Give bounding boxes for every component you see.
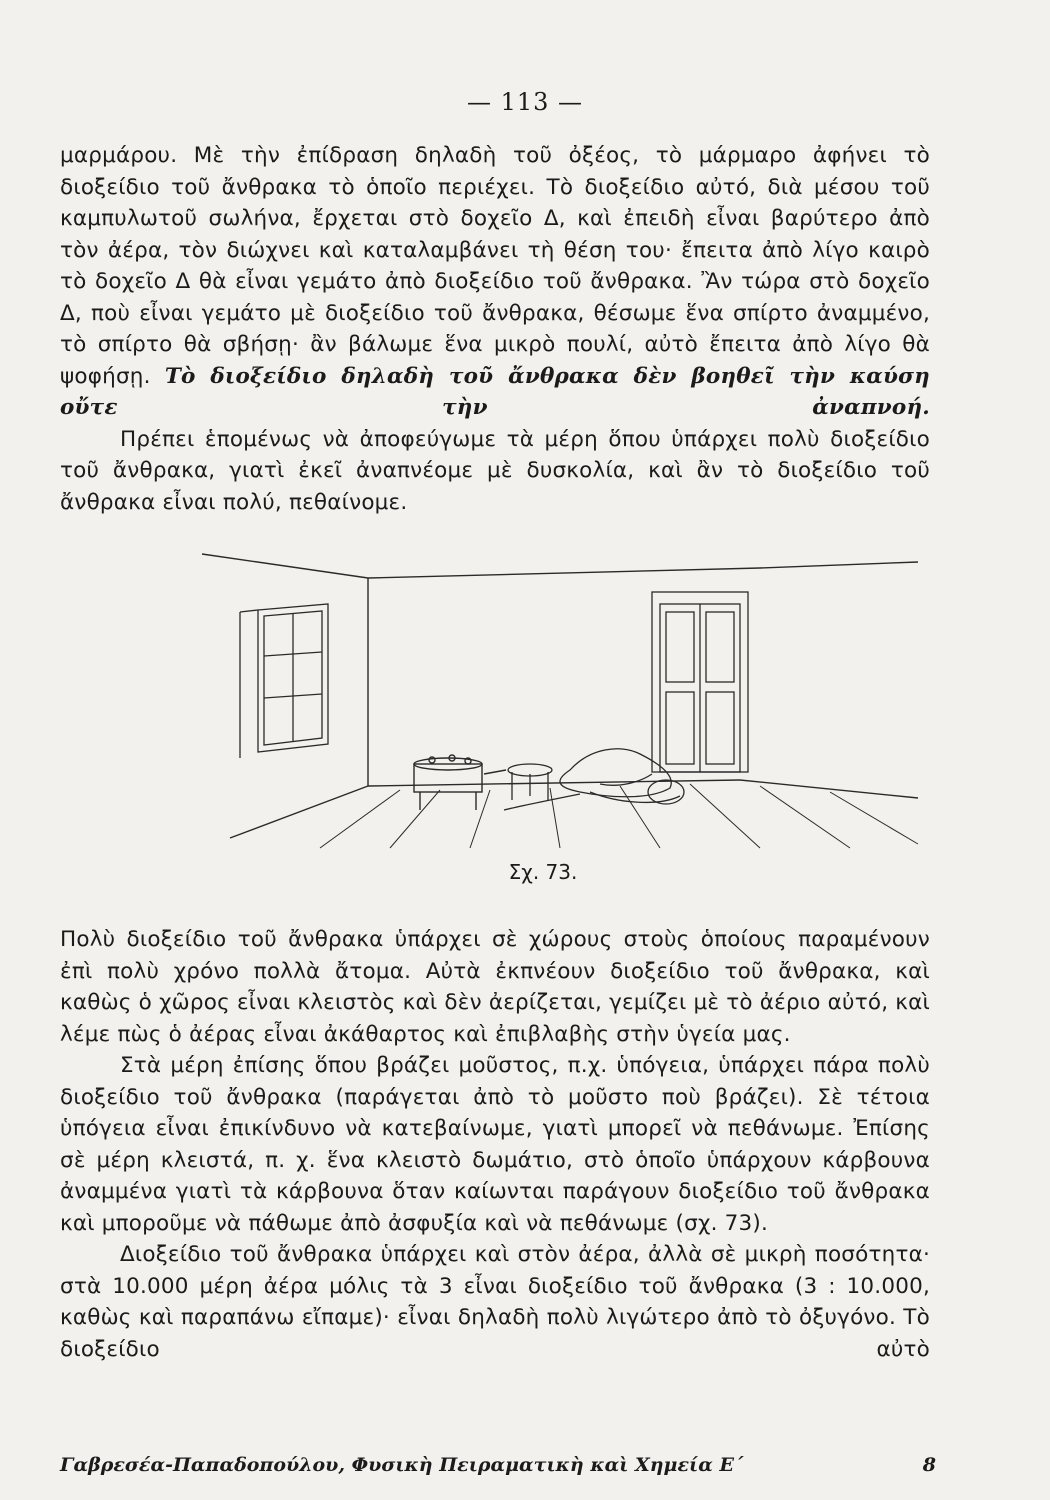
- person-lying-drawing: [504, 749, 684, 810]
- floor-planks: [320, 784, 918, 848]
- bottom-text-block: [60, 924, 930, 1365]
- figure-caption: Σχ. 73.: [508, 860, 578, 884]
- stool-drawing: [508, 764, 552, 800]
- footer-book-title: Γαβρεσέα-Παπαδοπούλου, Φυσικὴ Πειραματικὴ καὶ Χημεία Ε΄: [60, 1454, 744, 1476]
- page-number: — 113 —: [466, 88, 584, 116]
- paragraph-3: Πολὺ διοξείδιο τοῦ ἄνθρακα ὑπάρχει σὲ χώρους στοὺς ὁποίους παραμένουν ἐπὶ πολὺ χρόνο πολλὰ ἄτομα. Αὐτὰ ἐκπνέουν διοξείδιο τοῦ ἄνθρακα, καὶ καθὼς ὁ χῶρος εἶναι κλειστὸς καὶ δὲν ἀερίζεται, γεμίζει μὲ τὸ ἀέριο αὐτό, καὶ λέμε πὼς ὁ ἀέρας εἶναι ἀκάθαρτος καὶ ἐπιβλαβὴς στὴν ὑγεία μας.: [60, 927, 930, 1047]
- door-drawing: [652, 592, 748, 772]
- paragraph-5: Διοξείδιο τοῦ ἄνθρακα ὑπάρχει καὶ στὸν ἀέρα, ἀλλὰ σὲ μικρὴ ποσότητα· στὰ 10.000 μέρη ἀέρα μόλις τὰ 3 εἶναι διοξείδιο τοῦ ἄνθρακα (3 : 10.000, καθὼς καὶ παραπάνω εἴπαμε)· εἶναι δηλαδὴ πολὺ λιγώτερο ἀπὸ τὸ ὀξυγόνο. Τὸ διοξείδιο αὐτὸ: [60, 1242, 930, 1362]
- paragraph-1: [60, 140, 930, 424]
- top-text-block: [60, 140, 930, 518]
- figure-room-illustration: [200, 548, 920, 850]
- paragraph-4: Στὰ μέρη ἐπίσης ὅπου βράζει μοῦστος, π.χ. ὑπόγεια, ὑπάρχει πάρα πολὺ διοξείδιο τοῦ ἄνθρακα (παράγεται ἀπὸ τὸ μοῦστο ποὺ βράζει). Σὲ τέτοια ὑπόγεια εἶναι ἐπικίνδυνο νὰ κατεβαίνωμε, γιατὶ μπορεῖ νὰ πεθάνωμε. Ἐπίσης σὲ μέρη κλειστά, π. χ. ἕνα κλειστὸ δωμάτιο, στὸ ὁποῖο ὑπάρχουν κάρβουνα ἀναμμένα γιατὶ τὰ κάρβουνα ὅταν καίωνται παράγουν διοξείδιο τοῦ ἄνθρακα καὶ μποροῦμε νὰ πάθωμε ἀπὸ ἀσφυξία καὶ νὰ πεθάνωμε (σχ. 73).: [60, 1053, 930, 1236]
- page-footer: [60, 1454, 936, 1476]
- footer-signature-mark: 8: [922, 1454, 936, 1476]
- paragraph-1-emphasis: Τὸ διοξείδιο δηλαδὴ τοῦ ἄνθρακα δὲν βοηθεῖ τὴν καύση οὔτε τὴν ἀναπνοή.: [60, 363, 930, 420]
- paragraph-1-text: μαρμάρου. Μὲ τὴν ἐπίδραση δηλαδὴ τοῦ ὀξέος, τὸ μάρμαρο ἀφήνει τὸ διοξείδιο τοῦ ἄνθρακα τὸ ὁποῖο περιέχει. Τὸ διοξείδιο αὐτό, διὰ μέσου τοῦ καμπυλωτοῦ σωλήνα, ἔρχεται στὸ δοχεῖο Δ, καὶ ἐπειδὴ εἶναι βαρύτερο ἀπὸ τὸν ἀέρα, τὸν διώχνει καὶ καταλαμβάνει τὴ θέση του· ἔπειτα ἀπὸ λίγο καιρὸ τὸ δοχεῖο Δ θὰ εἶναι γεμάτο ἀπὸ διοξείδιο τοῦ ἄνθρακα. Ἂν τώρα στὸ δοχεῖο Δ, ποὺ εἶναι γεμάτο μὲ διοξείδιο τοῦ ἄνθρακα, θέσωμε ἕνα σπίρτο ἀναμμένο, τὸ σπίρτο θὰ σβήσῃ· ἂν βάλωμε ἕνα μικρὸ πουλί, αὐτὸ ἔπειτα ἀπὸ λίγο θὰ ψοφήσῃ.: [60, 143, 930, 389]
- window-drawing: [240, 604, 328, 758]
- paragraph-2: Πρέπει ἑπομένως νὰ ἀποφεύγωμε τὰ μέρη ὅπου ὑπάρχει πολὺ διοξείδιο τοῦ ἄνθρακα, γιατὶ ἐκεῖ ἀναπνέομε μὲ δυσκολία, καὶ ἂν τὸ διοξείδιο τοῦ ἄνθρακα εἶναι πολύ, πεθαίνομε.: [60, 426, 930, 515]
- room-walls: [202, 554, 918, 838]
- brazier-drawing: [414, 755, 506, 810]
